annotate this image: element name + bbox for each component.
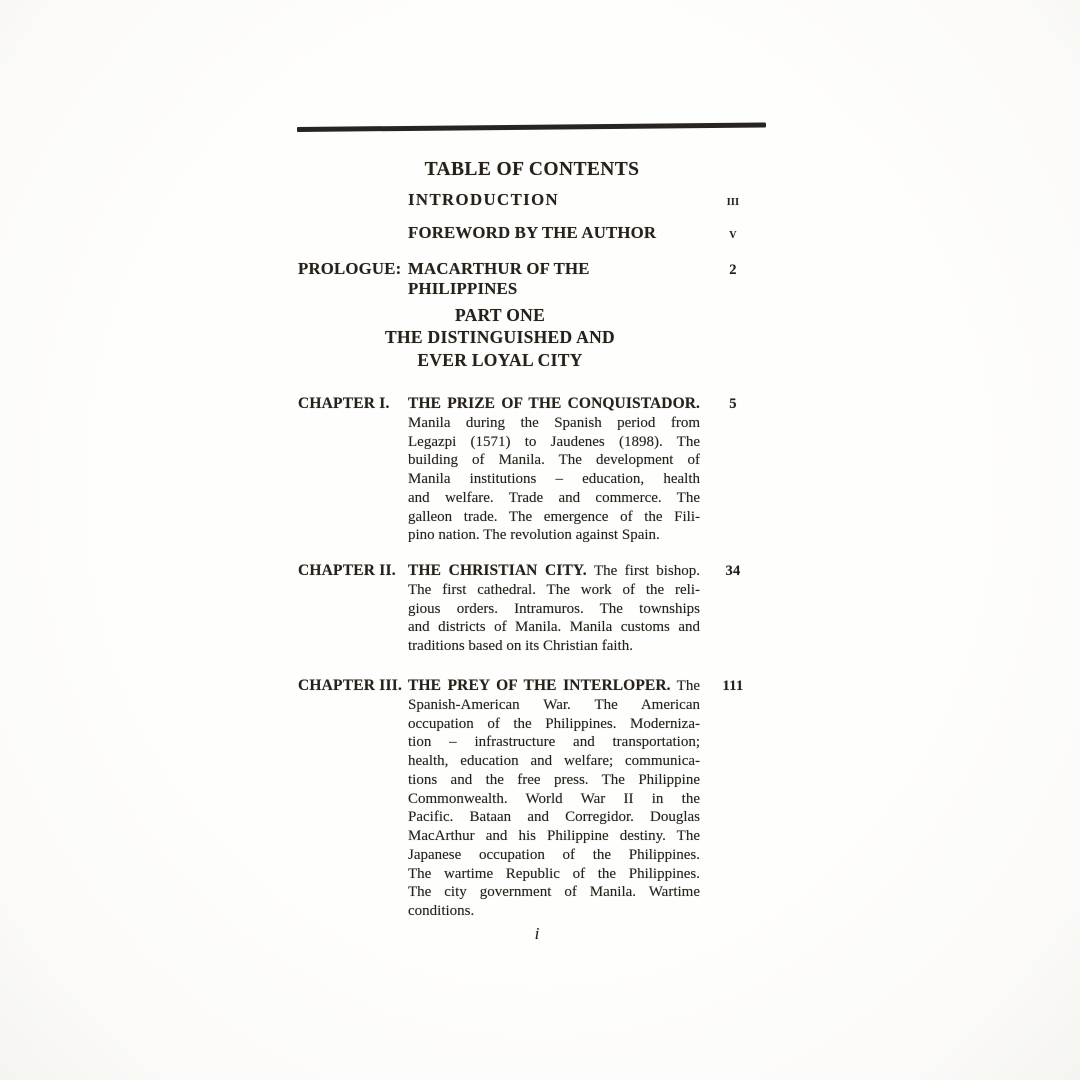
body-line: tion – infrastructure and transportation;: [408, 734, 700, 751]
chapter-title-line: [408, 562, 700, 581]
body-line: gious orders. Intramuros. The townships: [408, 600, 700, 617]
body-line: Japanese occupation of the Philippines.: [408, 846, 700, 863]
body-line: tions and the free press. The Philippine: [408, 771, 700, 788]
front-matter-row-foreword: [298, 223, 766, 244]
front-matter-row-prologue: [298, 259, 766, 299]
chapter-title-rest: The: [676, 678, 700, 694]
chapter-title: THE PREY OF THE INTERLOPER.: [408, 677, 671, 694]
page-number: iii: [726, 193, 740, 209]
front-row-title: INTRODUCTION: [408, 190, 560, 209]
chapter-label: CHAPTER I.: [298, 395, 390, 412]
chapter-label: CHAPTER III.: [298, 677, 403, 694]
body-line: Pacific. Bataan and Corregidor. Douglas: [408, 809, 700, 826]
body-line: The first cathedral. The work of the reli-: [408, 581, 700, 598]
body-line: Spanish-American War. The American: [408, 696, 700, 713]
front-row-title: FOREWORD BY THE AUTHOR: [408, 223, 657, 242]
header-rule: [297, 122, 766, 131]
body-line: pino nation. The revolution against Spain.: [408, 527, 660, 544]
part-heading-line: EVER LOYAL CITY: [417, 349, 583, 370]
page-number: 111: [722, 678, 744, 694]
body-line: The city government of Manila. Wartime: [408, 884, 700, 901]
part-heading: [298, 304, 702, 371]
chapter-summary: [408, 395, 700, 545]
chapter-title: THE PRIZE OF THE CONQUISTADOR.: [408, 395, 700, 412]
body-line: Manila institutions – education, health: [408, 471, 700, 487]
body-line: occupation of the Philippines. Moderniza-: [408, 715, 700, 732]
body-line: Manila during the Spanish period from: [408, 414, 700, 431]
part-heading-line: THE DISTINGUISHED AND: [385, 327, 615, 348]
page-number: 34: [725, 563, 741, 579]
page-number: v: [729, 226, 737, 242]
chapter-entry-3: [298, 677, 766, 921]
body-line: MacArthur and his Philippine destiny. The: [408, 828, 700, 844]
body-line: traditions based on its Christian faith.: [408, 638, 633, 654]
chapter-title: THE CHRISTIAN CITY.: [408, 562, 587, 579]
body-line: and welfare. Trade and commerce. The: [408, 489, 700, 506]
body-line: health, education and welfare; communica-: [408, 753, 700, 769]
chapter-summary: [408, 677, 700, 921]
page-number: 2: [729, 262, 737, 278]
body-line: conditions.: [408, 903, 475, 919]
body-line: Legazpi (1571) to Jaudenes (1898). The: [408, 433, 700, 450]
part-heading-line: PART ONE: [454, 305, 546, 325]
chapter-title-line: [408, 395, 700, 414]
page-title: TABLE OF CONTENTS: [424, 159, 640, 180]
chapter-entry-2: [298, 562, 766, 656]
page-number: 5: [729, 396, 737, 412]
chapter-label: CHAPTER II.: [298, 562, 396, 579]
chapter-summary: [408, 562, 700, 656]
body-line: and districts of Manila. Manila customs and: [408, 619, 700, 636]
chapter-entry-1: [298, 395, 766, 545]
chapter-title-rest: The first bishop.: [593, 563, 701, 579]
body-line: The wartime Republic of the Philippines.: [408, 865, 700, 882]
front-row-title: MACARTHUR OF THE PHILIPPINES: [408, 259, 590, 298]
body-line: galleon trade. The emergence of the Fili-: [408, 508, 700, 525]
front-row-label: PROLOGUE:: [298, 259, 402, 278]
body-line: building of Manila. The development of: [408, 452, 700, 469]
chapter-title-line: [408, 677, 700, 696]
body-line: Commonwealth. World War II in the: [408, 790, 700, 807]
folio-page-number: i: [534, 924, 540, 943]
front-matter-row-introduction: [298, 190, 766, 211]
